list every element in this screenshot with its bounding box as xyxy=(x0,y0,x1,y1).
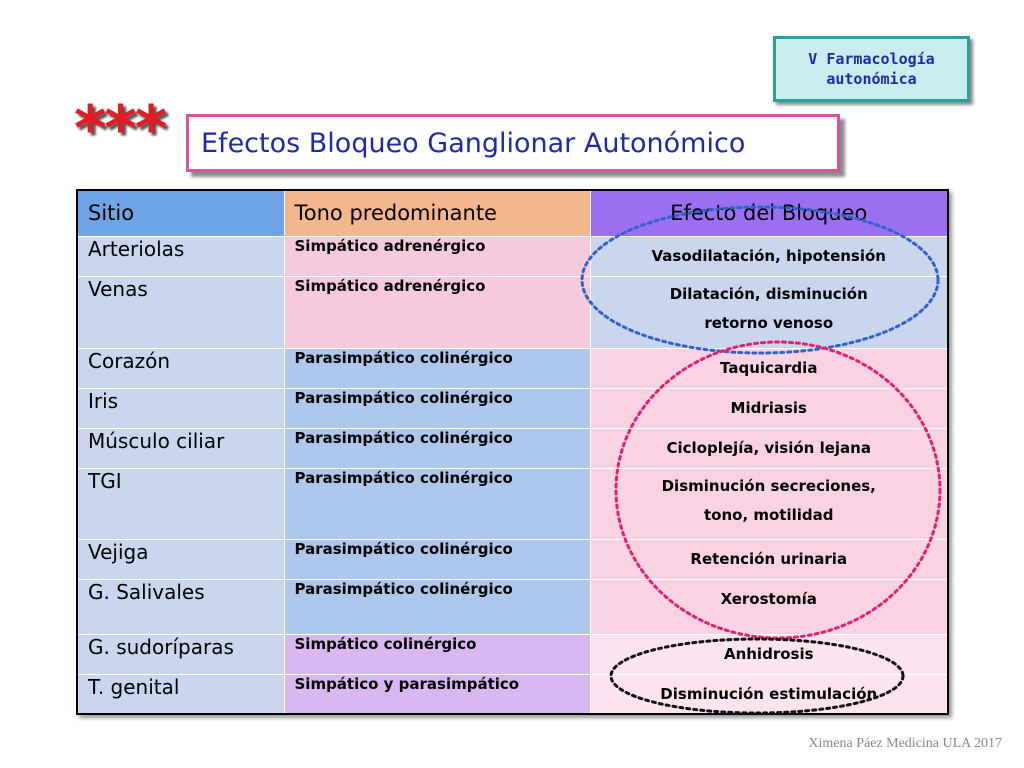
table-row xyxy=(77,236,948,276)
table-row xyxy=(77,634,948,674)
table-row xyxy=(77,539,948,579)
cell-tone: Simpático adrenérgico xyxy=(284,276,590,348)
cell-tone: Simpático adrenérgico xyxy=(284,236,590,276)
effect-line: Midriasis xyxy=(730,398,807,417)
cell-tone: Parasimpático colinérgico xyxy=(284,539,590,579)
cell-site: Corazón xyxy=(77,348,284,388)
section-label-line2: autonómica xyxy=(826,70,917,88)
cell-tone: Simpático y parasimpático xyxy=(284,674,590,714)
slide-title-box xyxy=(186,114,840,172)
effect-line: Xerostomía xyxy=(720,589,817,608)
cell-effect xyxy=(590,276,948,348)
cell-effect xyxy=(590,428,948,468)
effect-line: tono, motilidad xyxy=(703,505,834,524)
importance-stars: *** xyxy=(74,92,166,165)
cell-site: Vejiga xyxy=(77,539,284,579)
table-row xyxy=(77,674,948,714)
cell-effect xyxy=(590,388,948,428)
effect-line: Disminución estimulación xyxy=(660,684,878,703)
cell-tone: Parasimpático colinérgico xyxy=(284,468,590,539)
cell-site: G. sudoríparas xyxy=(77,634,284,674)
table-row xyxy=(77,348,948,388)
header-tone: Tono predominante xyxy=(284,190,590,236)
effect-line: Dilatación, disminución xyxy=(669,284,868,303)
effect-line: Disminución secreciones, xyxy=(661,476,876,495)
cell-effect xyxy=(590,674,948,714)
table-row xyxy=(77,388,948,428)
table-row xyxy=(77,579,948,634)
section-label-line1: V Farmacología xyxy=(808,49,935,68)
cell-tone: Parasimpático colinérgico xyxy=(284,348,590,388)
cell-tone: Parasimpático colinérgico xyxy=(284,428,590,468)
header-site: Sitio xyxy=(77,190,284,236)
effect-line: Vasodilatación, hipotensión xyxy=(651,246,886,265)
cell-tone: Parasimpático colinérgico xyxy=(284,579,590,634)
cell-site: G. Salivales xyxy=(77,579,284,634)
cell-site: TGI xyxy=(77,468,284,539)
table-row xyxy=(77,468,948,539)
section-label-box xyxy=(773,36,970,102)
cell-site: Músculo ciliar xyxy=(77,428,284,468)
cell-effect xyxy=(590,468,948,539)
cell-effect xyxy=(590,579,948,634)
cell-tone: Parasimpático colinérgico xyxy=(284,388,590,428)
slide-title: Efectos Bloqueo Ganglionar Autonómico xyxy=(201,127,746,159)
cell-site: Iris xyxy=(77,388,284,428)
effects-table xyxy=(76,189,949,715)
cell-site: Arteriolas xyxy=(77,236,284,276)
author-footer: Ximena Páez Medicina ULA 2017 xyxy=(808,736,1002,751)
table-row xyxy=(77,276,948,348)
effect-line: Retención urinaria xyxy=(690,549,848,568)
cell-tone: Simpático colinérgico xyxy=(284,634,590,674)
cell-effect xyxy=(590,539,948,579)
header-effect: Efecto del Bloqueo xyxy=(590,190,948,236)
cell-site: Venas xyxy=(77,276,284,348)
effect-line: Cicloplejía, visión lejana xyxy=(666,438,871,457)
effect-line: Anhidrosis xyxy=(723,644,814,663)
cell-site: T. genital xyxy=(77,674,284,714)
cell-effect xyxy=(590,236,948,276)
effect-line: retorno venoso xyxy=(704,313,834,332)
table-row xyxy=(77,428,948,468)
effect-line: Taquicardia xyxy=(720,358,818,377)
cell-effect xyxy=(590,634,948,674)
cell-effect xyxy=(590,348,948,388)
table-header-row xyxy=(77,190,948,236)
